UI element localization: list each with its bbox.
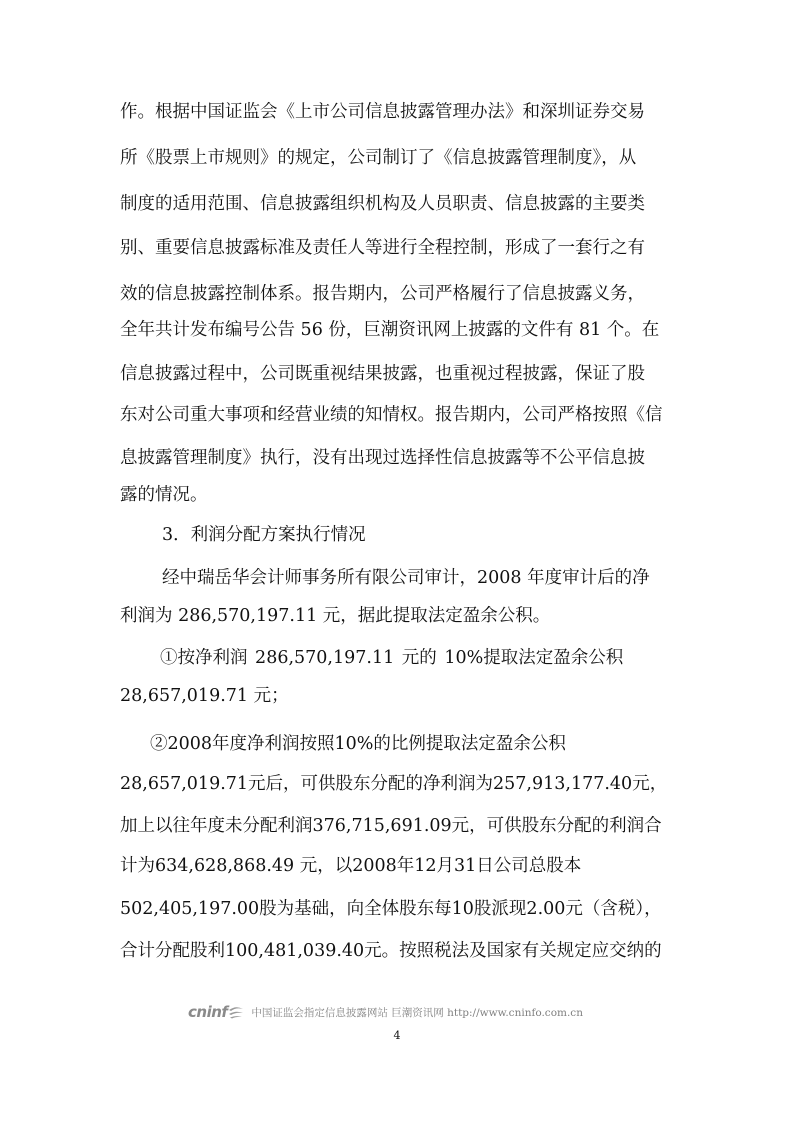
list-item-2: ②2008年度净利润按照10%的比例提取法定盈余公积 [150, 734, 566, 754]
cninfo-logo [188, 1003, 245, 1021]
body-line: 28,657,019.71 元； [120, 686, 289, 706]
page-footer [188, 1002, 583, 1022]
body-line: 合计分配股利100,481,039.40元。按照税法及国家有关规定应交纳的 [120, 941, 662, 961]
list-item-1: ①按净利润 286,570,197.11 元的 10%提取法定盈余公积 [160, 648, 624, 668]
page-number: 4 [393, 1029, 401, 1042]
body-line: 东对公司重大事项和经营业绩的知情权。报告期内，公司严格按照《信 [120, 405, 663, 425]
body-line: 计为634,628,868.49 元，以2008年12月31日公司总股本 [120, 856, 582, 876]
body-line: 全年共计发布编号公告 56 份，巨潮资讯网上披露的文件有 81 个。在 [120, 320, 660, 340]
body-line: 经中瑞岳华会计师事务所有限公司审计，2008 年度审计后的净 [162, 568, 650, 588]
body-line: 加上以往年度未分配利润376,715,691.09元，可供股东分配的利润合 [120, 816, 662, 836]
logo-text: cninf [188, 1003, 228, 1021]
body-line: 息披露管理制度》执行，没有出现过选择性信息披露等不公平信息披 [120, 448, 645, 468]
body-line: 信息披露过程中，公司既重视结果披露，也重视过程披露，保证了股 [120, 364, 645, 384]
body-line: 利润为 286,570,197.11 元，据此提取法定盈余公积。 [120, 606, 551, 626]
body-line: 别、重要信息披露标准及责任人等进行全程控制，形成了一套行之有 [120, 238, 645, 258]
body-line: 502,405,197.00股为基础，向全体股东每10股派现2.00元（含税）， [120, 899, 662, 919]
cninfo-swirl-icon [227, 1005, 245, 1019]
section-heading: 3．利润分配方案执行情况 [162, 525, 366, 545]
footer-text: 中国证监会指定信息披露网站 巨潮资讯网 http://www.cninfo.com.cn [251, 1006, 583, 1019]
body-line: 露的情况。 [120, 485, 208, 505]
body-line: 制度的适用范围、信息披露组织机构及人员职责、信息披露的主要类 [120, 194, 645, 214]
body-line: 28,657,019.71元后，可供股东分配的净利润为257,913,177.40元， [120, 774, 668, 794]
body-line: 所《股票上市规则》的规定，公司制订了《信息披露管理制度》，从 [120, 148, 637, 168]
body-line: 效的信息披露控制体系。报告期内，公司严格履行了信息披露义务， [120, 284, 645, 304]
body-line: 作。根据中国证监会《上市公司信息披露管理办法》和深圳证券交易 [120, 102, 645, 122]
